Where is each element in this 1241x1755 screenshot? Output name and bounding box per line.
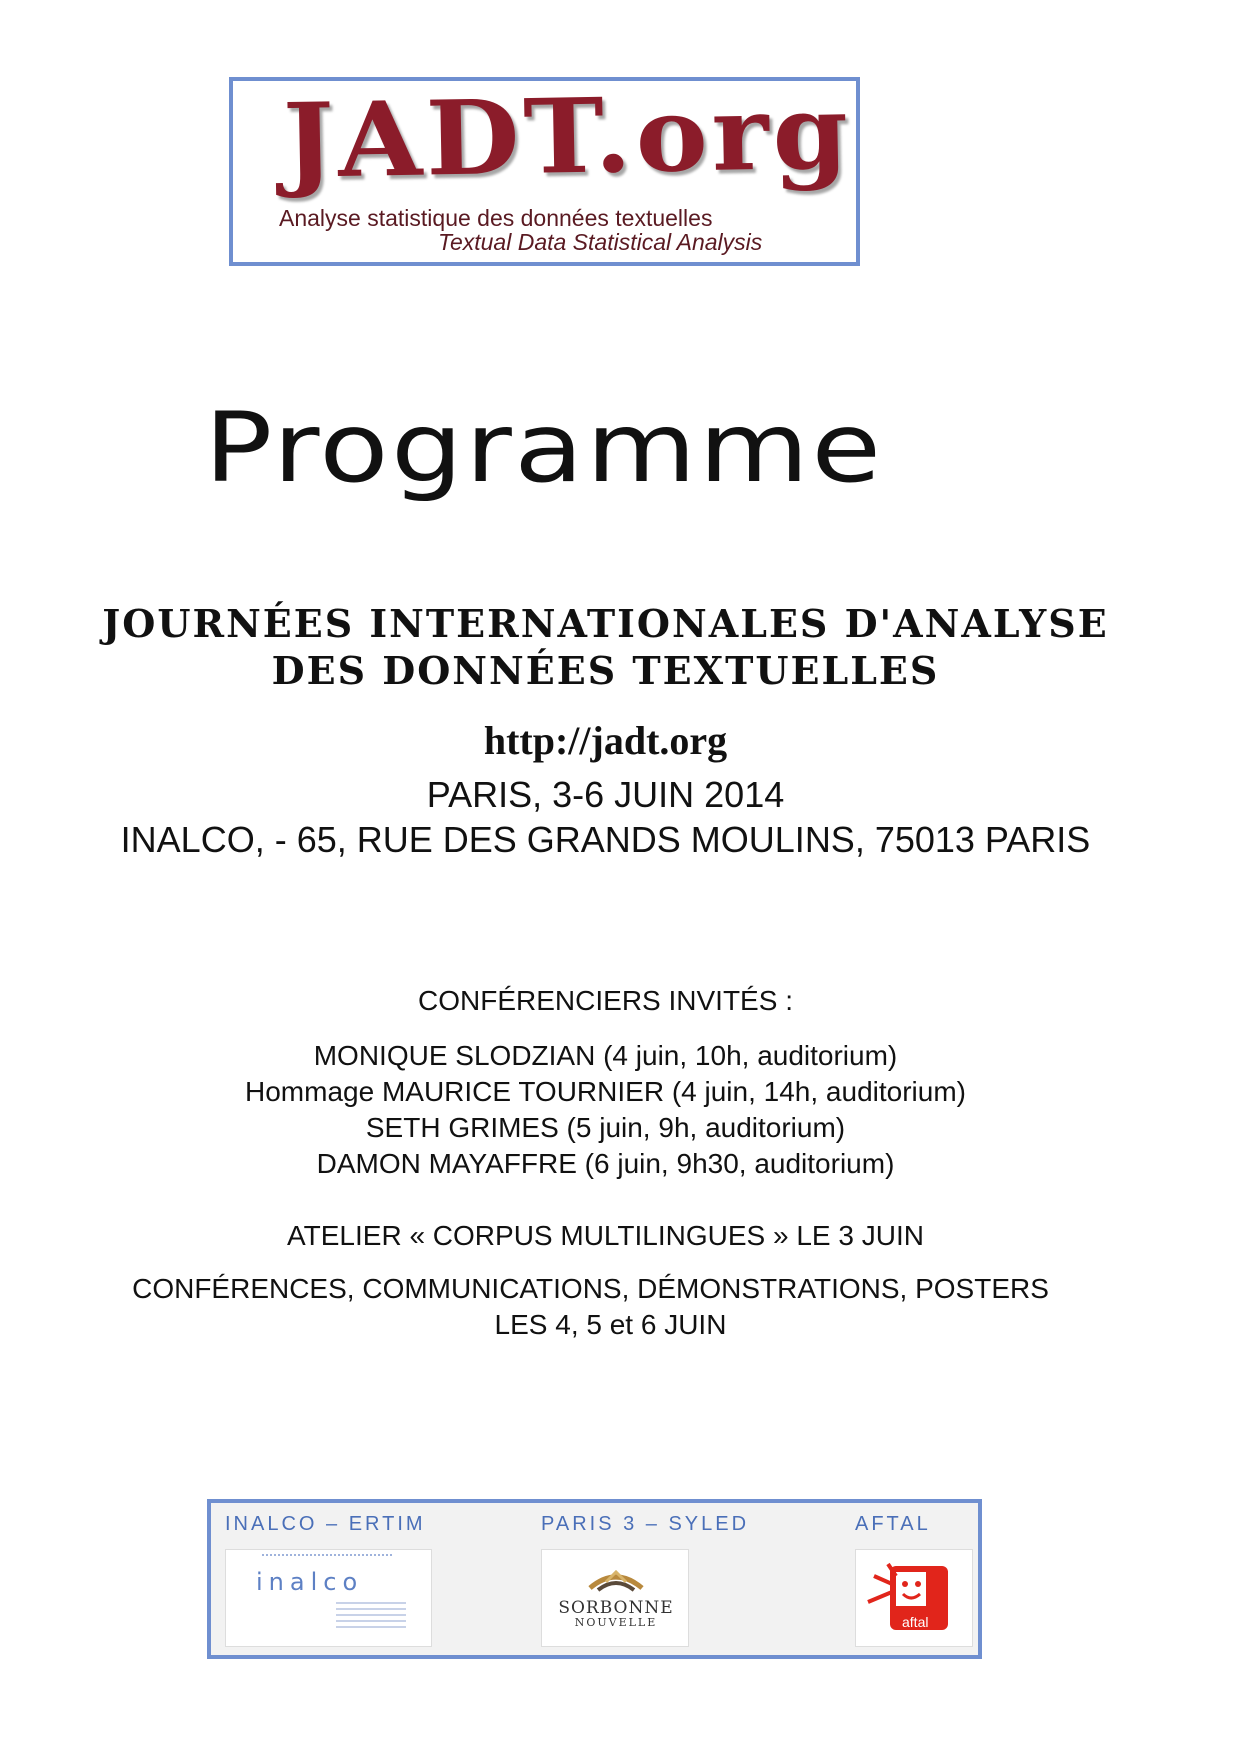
page-title: Programme xyxy=(204,392,884,504)
aftal-logo[interactable] xyxy=(855,1549,973,1647)
speaker-item: SETH GRIMES (5 juin, 9h, auditorium) xyxy=(365,1112,846,1143)
partner-label-inalco: INALCO – ERTIM xyxy=(225,1513,426,1535)
partner-label-aftal: AFTAL xyxy=(855,1513,931,1535)
jadt-logo xyxy=(229,72,860,266)
speaker-item: MONIQUE SLODZIAN (4 juin, 10h, auditorium) xyxy=(313,1040,898,1071)
partners-box xyxy=(207,1499,982,1659)
event-title-line-2: DES DONNÉES TEXTUELLES xyxy=(271,648,940,693)
conferences-line-1: CONFÉRENCES, COMMUNICATIONS, DÉMONSTRATIONS, POSTERS xyxy=(132,1273,1049,1304)
speaker-item: Hommage MAURICE TOURNIER (4 juin, 14h, auditorium) xyxy=(245,1076,966,1107)
workshop-line: ATELIER « CORPUS MULTILINGUES » LE 3 JUIN xyxy=(287,1220,924,1251)
aftal-logo-text: aftal xyxy=(902,1614,929,1630)
inalco-logo-wordmark: inalco xyxy=(256,1568,364,1596)
sorbonne-nouvelle-logo[interactable] xyxy=(541,1549,689,1647)
conferences-line-2: LES 4, 5 et 6 JUIN xyxy=(494,1309,727,1340)
event-title-line-1: JOURNÉES INTERNATIONALES D'ANALYSE xyxy=(102,601,1109,646)
inalco-logo-script xyxy=(262,1554,392,1564)
invited-speakers-heading: CONFÉRENCIERS INVITÉS : xyxy=(418,985,793,1016)
sorbonne-logo-subtext: NOUVELLE xyxy=(574,1616,658,1629)
jadt-logo-tagline-en: Textual Data Statistical Analysis xyxy=(438,229,763,255)
website-link[interactable]: http://jadt.org xyxy=(483,718,728,763)
jadt-logo-tagline-fr: Analyse statistique des données textuelles xyxy=(279,205,713,231)
event-dates: PARIS, 3-6 JUIN 2014 xyxy=(426,774,785,815)
event-address: INALCO, - 65, RUE DES GRANDS MOULINS, 75013 PARIS xyxy=(120,819,1091,860)
jadt-logo-wordmark: JADT.org xyxy=(281,72,854,202)
partner-label-paris3: PARIS 3 – SYLED xyxy=(541,1513,750,1535)
sorbonne-logo-text: SORBONNE xyxy=(558,1598,674,1618)
inalco-logo[interactable] xyxy=(225,1549,432,1647)
sorbonne-emblem-icon xyxy=(586,1568,646,1594)
inalco-logo-subtitle xyxy=(336,1598,406,1628)
speaker-item: DAMON MAYAFFRE (6 juin, 9h30, auditorium) xyxy=(316,1148,895,1179)
